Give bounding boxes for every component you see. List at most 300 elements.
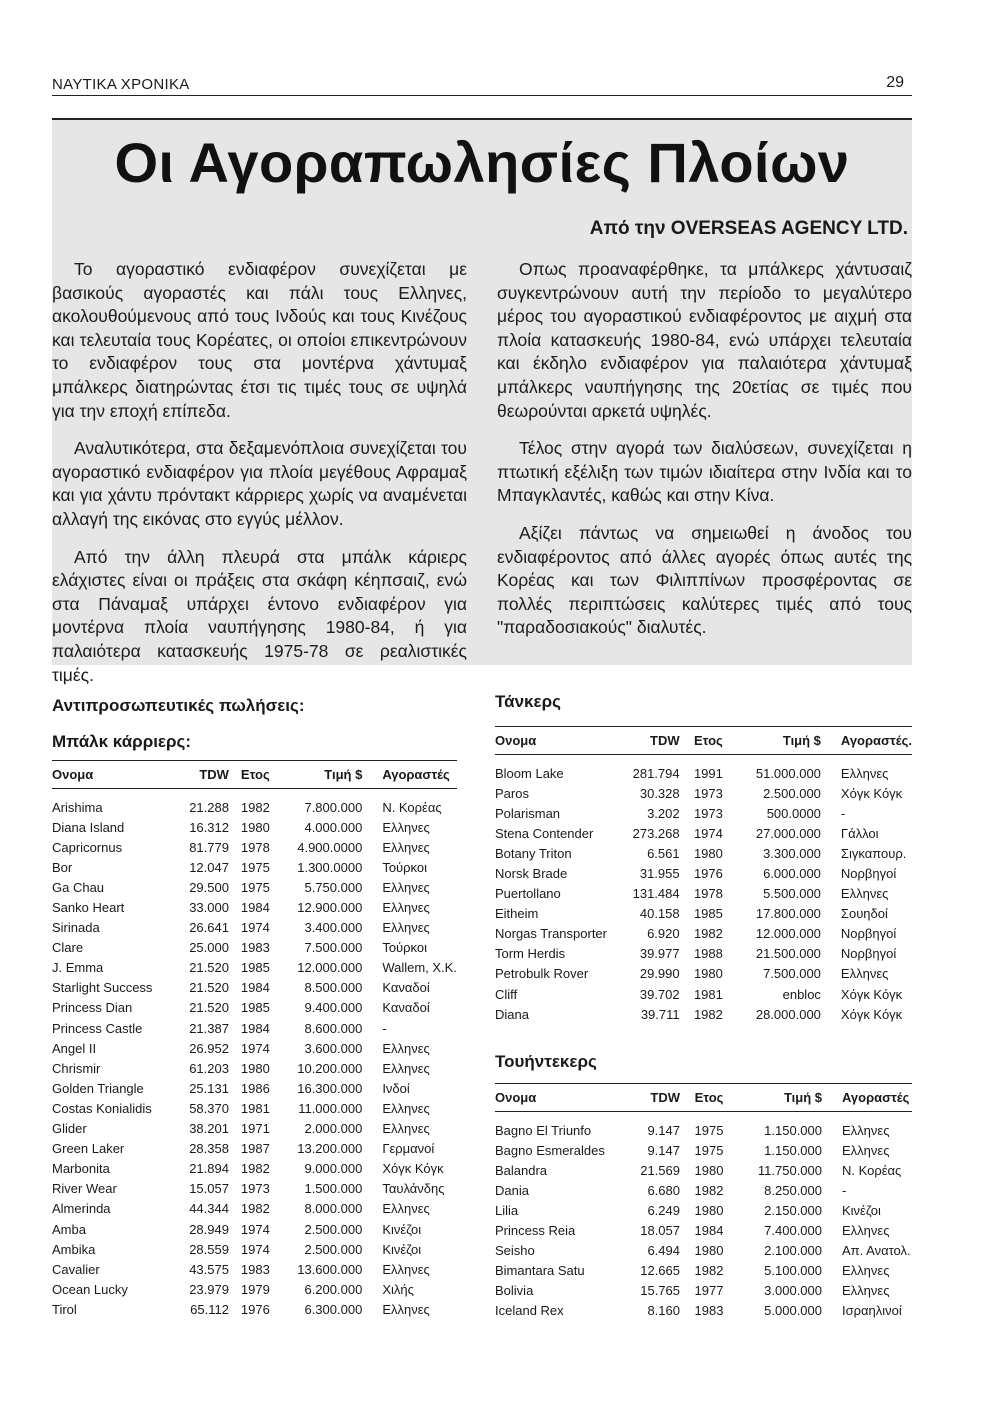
paragraph: Αξίζει πάντως να σημειωθεί η άνοδος του ενδιαφέροντος από άλλες αγορές όπως αυτές της Κορέας και των Φιλιππίνων προσφέροντας σε πολλές περιπτώσεις καλύτερες τιμές από τους "παραδοσιακούς" διαλυτές.	[497, 522, 912, 638]
table-cell: 1982	[693, 1006, 723, 1022]
column-header: Ετος	[680, 727, 738, 755]
table-cell: Ταυλάνδης	[382, 1181, 445, 1197]
table-row	[52, 897, 457, 917]
table-cell: Τούρκοι	[382, 940, 428, 956]
table-cell: 1985	[240, 1000, 270, 1016]
table-row	[495, 783, 912, 803]
table-cell: 11.750.000	[757, 1162, 822, 1178]
article-byline: Από την OVERSEAS AGENCY LTD.	[589, 218, 908, 239]
table-cell: 31.955	[639, 866, 680, 882]
table-cell: 4.000.000	[304, 819, 363, 835]
table-row	[495, 823, 912, 843]
table-cell: Κινέζοι	[842, 1202, 881, 1218]
table-cell: Angel II	[52, 1040, 97, 1056]
table-cell: 7.500.000	[763, 966, 821, 982]
table-cell: Sanko Heart	[52, 900, 125, 916]
table-row	[52, 1078, 457, 1098]
table-cell: 1985	[693, 906, 723, 922]
table-row	[495, 944, 912, 964]
table-cell: 28.559	[189, 1241, 229, 1257]
table-cell: Bimantara Satu	[495, 1263, 585, 1279]
table-cell: 28.358	[189, 1141, 229, 1157]
table-cell: 1980	[693, 966, 723, 982]
table-cell: Ελληνες	[840, 966, 889, 982]
tweendeckers-section-title: Τουήντεκερς	[495, 1052, 597, 1071]
table-cell: Ga Chau	[52, 879, 105, 895]
table-cell: 27.000.000	[755, 825, 821, 841]
table-cell: 1971	[240, 1121, 270, 1137]
article-column-left	[52, 258, 467, 701]
table-cell: 21.500.000	[755, 946, 821, 962]
sales-heading: Αντιπροσωπευτικές πωλήσεις:	[52, 696, 305, 715]
table-cell: 12.665	[640, 1263, 680, 1279]
table-cell: Sirinada	[52, 920, 100, 936]
table-cell: 61.203	[189, 1060, 229, 1076]
table-row	[52, 918, 457, 938]
table-row	[52, 837, 457, 857]
table-cell: 26.952	[189, 1040, 229, 1056]
table-cell: 1982	[694, 1182, 724, 1198]
tweendeckers-table	[495, 1083, 912, 1321]
table-cell: 1974	[693, 825, 723, 841]
table-cell: 1980	[694, 1243, 724, 1259]
table-row	[495, 843, 912, 863]
table-cell: 44.344	[189, 1201, 229, 1217]
table-cell: 16.312	[189, 819, 229, 835]
table-cell: Απ. Ανατολ.	[842, 1243, 911, 1259]
table-cell: Norsk Brade	[495, 866, 568, 882]
table-cell: Χιλής	[382, 1281, 414, 1297]
table-cell: Bagno El Triunfo	[495, 1122, 592, 1138]
table-cell: 12.000.000	[297, 960, 363, 976]
table-cell: Τούρκοι	[382, 859, 428, 875]
table-row	[495, 964, 912, 984]
table-cell: 1983	[694, 1303, 724, 1319]
column-header: Αγοραστές	[822, 1084, 912, 1112]
table-cell: Bor	[52, 859, 73, 875]
table-cell: 1982	[240, 1161, 270, 1177]
table-cell: Eitheim	[495, 906, 539, 922]
table-cell: Tirol	[52, 1301, 77, 1317]
table-cell: Marbonita	[52, 1161, 110, 1177]
table-row	[52, 1179, 457, 1199]
column-header: Τιμή $	[737, 727, 821, 755]
table-cell: Ελληνες	[382, 920, 430, 936]
table-cell: Ελληνες	[382, 1261, 430, 1277]
column-header: Αγοραστές	[362, 761, 457, 789]
table-cell: Cavalier	[52, 1261, 100, 1277]
table-cell: 33.000	[189, 900, 229, 916]
table-cell: 39.977	[639, 946, 680, 962]
column-header: Τιμή $	[282, 761, 363, 789]
table-cell: 6.680	[647, 1182, 680, 1198]
table-cell: 1973	[693, 785, 723, 801]
table-cell: 1982	[693, 926, 723, 942]
table-cell: 9.400.000	[304, 1000, 363, 1016]
table-cell: Cliff	[495, 986, 518, 1002]
table-cell: 6.561	[647, 845, 680, 861]
table-cell: Ν. Κορέας	[382, 799, 442, 815]
table-row	[52, 1139, 457, 1159]
table-cell: 4.900.0000	[297, 839, 363, 855]
table-cell: 12.900.000	[297, 900, 363, 916]
table-cell: 11.000.000	[298, 1100, 363, 1116]
table-cell: 6.494	[647, 1243, 680, 1259]
table-cell: 1.500.000	[304, 1181, 363, 1197]
table-cell: 1983	[240, 940, 270, 956]
table-cell: 8.500.000	[304, 980, 363, 996]
table-cell: 3.400.000	[304, 920, 363, 936]
table-cell: Σιγκαπουρ.	[840, 845, 907, 861]
table-cell: 3.300.000	[763, 845, 821, 861]
table-cell: Ελληνες	[382, 879, 430, 895]
table-cell: 1975	[694, 1142, 724, 1158]
table-row	[52, 958, 457, 978]
table-cell: Iceland Rex	[495, 1303, 564, 1319]
table-row	[52, 1199, 457, 1219]
table-row	[495, 803, 912, 823]
table-cell: 8.160	[647, 1303, 680, 1319]
table-cell: 12.000.000	[755, 926, 821, 942]
table-row	[52, 797, 457, 817]
column-header: TDW	[620, 1084, 680, 1112]
table-cell: 1978	[240, 839, 270, 855]
column-header: Ετος	[229, 761, 282, 789]
column-header: Τιμή $	[738, 1084, 822, 1112]
table-cell: 1979	[240, 1281, 270, 1297]
table-row	[52, 998, 457, 1018]
table-cell: Νορβηγοί	[840, 946, 897, 962]
table-row	[495, 1220, 912, 1240]
table-row	[52, 1038, 457, 1058]
table-cell: Ινδοί	[382, 1080, 410, 1096]
table-row	[495, 1241, 912, 1261]
table-cell: 16.300.000	[297, 1080, 363, 1096]
table-cell: Χόγκ Κόγκ	[840, 986, 903, 1002]
table-row	[52, 857, 457, 877]
table-cell: Almerinda	[52, 1201, 111, 1217]
table-cell: 13.200.000	[297, 1141, 363, 1157]
table-cell: Ελληνες	[382, 1201, 430, 1217]
table-cell: Amba	[52, 1221, 86, 1237]
table-cell: 2.000.000	[304, 1121, 363, 1137]
table-row	[495, 1200, 912, 1220]
table-cell: Capricornus	[52, 839, 123, 855]
table-cell: 81.779	[189, 839, 229, 855]
page-number: 29	[886, 74, 904, 91]
table-cell: 8.000.000	[304, 1201, 363, 1217]
table-row	[52, 1098, 457, 1118]
column-header: Αγοραστές.	[821, 727, 912, 755]
table-cell: 30.328	[639, 785, 680, 801]
table-cell: 1975	[240, 879, 270, 895]
table-cell: Γάλλοι	[840, 825, 879, 841]
table-cell: Σουηδοί	[840, 906, 888, 922]
table-cell: Ελληνες	[382, 819, 430, 835]
table-cell: 25.131	[189, 1080, 229, 1096]
table-cell: 8.600.000	[304, 1020, 363, 1036]
table-cell: Ν. Κορέας	[842, 1162, 902, 1178]
table-cell: Wallem, X.K.	[382, 960, 457, 976]
table-cell: Κινέζοι	[382, 1221, 422, 1237]
table-cell: Norgas Transporter	[495, 926, 607, 942]
table-cell: 1980	[240, 1060, 270, 1076]
table-row	[52, 1299, 457, 1319]
table-row	[495, 1301, 912, 1321]
table-cell: 1.150.000	[764, 1142, 822, 1158]
table-cell: Ελληνες	[842, 1223, 890, 1239]
table-row	[495, 984, 912, 1004]
column-header: Ονομα	[52, 761, 168, 789]
table-row	[52, 1279, 457, 1299]
table-row	[52, 1259, 457, 1279]
table-cell: 131.484	[632, 886, 680, 902]
table-cell: 28.000.000	[755, 1006, 821, 1022]
table-cell: Γερμανοί	[382, 1141, 435, 1157]
table-cell: 6.920	[647, 926, 680, 942]
table-cell: 1973	[693, 805, 723, 821]
table-cell: 1980	[694, 1162, 724, 1178]
table-cell: 3.000.000	[764, 1283, 822, 1299]
paragraph: Αναλυτικότερα, στα δεξαμενόπλοια συνεχίζεται του αγοραστικό ενδιαφέρον για πλοία μεγέθους Αφραμαξ και για χάντυ πρόντακτ κάρριερς χωρίς να αναμένεται αλλαγή της εικόνας στο εγγύς μέλλον.	[52, 438, 467, 529]
table-cell: Χόγκ Κόγκ	[382, 1161, 444, 1177]
table-row	[495, 1160, 912, 1180]
table-cell: 2.150.000	[764, 1202, 822, 1218]
table-cell: Polarisman	[495, 805, 561, 821]
table-cell: Χόγκ Κόγκ	[840, 1006, 903, 1022]
table-row	[52, 877, 457, 897]
table-cell: Princess Reia	[495, 1223, 576, 1239]
table-cell: 1982	[240, 1201, 270, 1217]
table-row	[52, 1058, 457, 1078]
table-cell: 1980	[694, 1202, 724, 1218]
table-cell: 1982	[694, 1263, 724, 1279]
table-cell: Starlight Success	[52, 980, 153, 996]
table-cell: Petrobulk Rover	[495, 966, 589, 982]
table-cell: 1981	[693, 986, 723, 1002]
table-cell: 58.370	[189, 1100, 229, 1116]
table-cell: Ελληνες	[842, 1283, 890, 1299]
table-cell: 29.500	[189, 879, 229, 895]
table-cell: Ελληνες	[382, 900, 430, 916]
table-cell: 1975	[694, 1122, 724, 1138]
table-row	[495, 1281, 912, 1301]
table-cell: 5.750.000	[304, 879, 363, 895]
paragraph: Τέλος στην αγορά των διαλύσεων, συνεχίζεται η πτωτική εξέλιξη των τιμών ιδιαίτερα στην Ινδία και το Μπαγκλαντές, καθώς και στην Κίνα.	[497, 438, 912, 506]
table-cell: Arishima	[52, 799, 103, 815]
column-header: Ονομα	[495, 1084, 620, 1112]
table-row	[495, 763, 912, 783]
table-cell: 5.500.000	[763, 886, 821, 902]
table-cell: Costas Konialidis	[52, 1100, 152, 1116]
table-cell: 23.979	[189, 1281, 229, 1297]
table-cell: 6.249	[647, 1202, 680, 1218]
table-cell: 7.500.000	[304, 940, 363, 956]
tankers-table	[495, 726, 912, 1024]
table-row	[52, 1239, 457, 1259]
table-cell: 38.201	[189, 1121, 229, 1137]
table-cell: Καναδοί	[382, 980, 430, 996]
table-cell: enbloc	[782, 986, 821, 1002]
table-cell: Chrismir	[52, 1060, 101, 1076]
table-cell: 1984	[240, 900, 270, 916]
table-cell: Ελληνες	[382, 1121, 430, 1137]
table-cell: 10.200.000	[297, 1060, 363, 1076]
table-cell: River Wear	[52, 1181, 117, 1197]
table-cell: 5.100.000	[764, 1263, 822, 1279]
table-row	[52, 978, 457, 998]
table-cell: 1984	[240, 1020, 270, 1036]
table-cell: Princess Castle	[52, 1020, 143, 1036]
column-header: Ετος	[680, 1084, 738, 1112]
header-rule	[52, 95, 912, 96]
table-cell: 1980	[693, 845, 723, 861]
table-cell: 1973	[240, 1181, 270, 1197]
table-cell: 5.000.000	[764, 1303, 822, 1319]
table-cell: J. Emma	[52, 960, 104, 976]
table-cell: 3.600.000	[304, 1040, 363, 1056]
table-cell: 26.641	[189, 920, 229, 936]
table-cell: 15.765	[640, 1283, 680, 1299]
table-cell: 9.147	[647, 1122, 680, 1138]
table-cell: Ελληνες	[382, 1301, 430, 1317]
table-cell: 1984	[240, 980, 270, 996]
table-cell: Ocean Lucky	[52, 1281, 128, 1297]
table-cell: 1986	[240, 1080, 270, 1096]
table-cell: Ισραηλινοί	[842, 1303, 902, 1319]
bulk-section-title: Μπάλκ κάρριερς:	[52, 732, 192, 751]
table-cell: 43.575	[189, 1261, 229, 1277]
table-row	[52, 1119, 457, 1139]
table-cell: Ελληνες	[842, 1263, 890, 1279]
bulk-carriers-table	[52, 760, 457, 1319]
table-cell: Ελληνες	[840, 886, 889, 902]
table-cell: Golden Triangle	[52, 1080, 144, 1096]
table-row	[495, 1120, 912, 1140]
table-cell: 3.202	[647, 805, 680, 821]
table-cell: Torm Herdis	[495, 946, 566, 962]
table-cell: 1.150.000	[764, 1122, 822, 1138]
table-row	[52, 817, 457, 837]
table-cell: 1974	[240, 920, 270, 936]
table-cell: 1977	[694, 1283, 724, 1299]
table-cell: Lilia	[495, 1202, 519, 1218]
table-row	[495, 924, 912, 944]
table-cell: Bagno Esmeraldes	[495, 1142, 605, 1158]
table-cell: 1988	[693, 946, 723, 962]
table-cell: 2.500.000	[304, 1241, 363, 1257]
column-header: Ονομα	[495, 727, 620, 755]
table-cell: Princess Dian	[52, 1000, 133, 1016]
table-cell: Diana Island	[52, 819, 125, 835]
table-cell: Bloom Lake	[495, 765, 564, 781]
table-cell: 2.100.000	[764, 1243, 822, 1259]
article-title: Οι Αγοραπωλησίες Πλοίων	[114, 131, 850, 194]
table-cell: Νορβηγοί	[840, 926, 897, 942]
table-cell: 21.520	[189, 1000, 229, 1016]
table-cell: Stena Contender	[495, 825, 594, 841]
column-header: TDW	[168, 761, 228, 789]
table-cell: 65.112	[190, 1301, 229, 1317]
table-row	[495, 1004, 912, 1024]
table-cell: 39.702	[639, 986, 680, 1002]
table-cell: Bolivia	[495, 1283, 534, 1299]
table-row	[495, 1261, 912, 1281]
table-cell: 9.147	[647, 1142, 680, 1158]
table-cell: 28.949	[189, 1221, 229, 1237]
table-cell: -	[842, 1182, 847, 1198]
table-row	[52, 1219, 457, 1239]
table-cell: Puertollano	[495, 886, 561, 902]
table-cell: 21.520	[189, 980, 229, 996]
table-row	[495, 904, 912, 924]
table-row	[495, 863, 912, 883]
magazine-name: ΝΑΥΤΙΚΑ ΧΡΟΝΙΚΑ	[52, 76, 190, 93]
table-cell: 17.800.000	[755, 906, 821, 922]
table-cell: 7.400.000	[764, 1223, 822, 1239]
table-cell: 8.250.000	[764, 1182, 822, 1198]
table-cell: Καναδοί	[382, 1000, 430, 1016]
table-cell: Ελληνες	[382, 1060, 430, 1076]
table-header-row	[495, 727, 912, 755]
paragraph: Από την άλλη πλευρά στα μπάλκ κάριερς ελάχιστες είναι οι πράξεις στα σκάφη κέηπσαιζ, ενώ στα Πάναμαξ υπάρχει έντονο ενδιαφέρον για μοντέρνα πλοία ναυπήγησης 1980-84, ή για παλαιότερα κατασκευής 1975-78 σε ρεαλιστικές τιμές.	[52, 546, 467, 685]
table-cell: Ambika	[52, 1241, 96, 1257]
table-cell: Νορβηγοί	[840, 866, 897, 882]
table-cell: 21.288	[189, 799, 229, 815]
table-row	[52, 1018, 457, 1038]
table-cell: 6.200.000	[304, 1281, 363, 1297]
table-cell: 1983	[240, 1261, 270, 1277]
table-cell: 6.300.000	[304, 1301, 363, 1317]
table-cell: Dania	[495, 1182, 529, 1198]
table-cell: 51.000.000	[755, 765, 821, 781]
table-header-row	[495, 1084, 912, 1112]
table-cell: Κινέζοι	[382, 1241, 422, 1257]
table-cell: 1978	[693, 886, 723, 902]
table-cell: Balandra	[495, 1162, 548, 1178]
running-header	[52, 74, 912, 96]
table-cell: Ελληνες	[842, 1122, 890, 1138]
table-cell: 15.057	[189, 1181, 229, 1197]
table-header-row	[52, 761, 457, 789]
table-cell: 18.057	[640, 1223, 680, 1239]
table-cell: 21.894	[189, 1161, 229, 1177]
paragraph: Οπως προαναφέρθηκε, τα μπάλκερς χάντυσαιζ συγκεντρώνουν αυτή την περίοδο το μεγαλύτερο μέρος του αγοραστικού ενδιαφέροντος με αιχμή στα πλοία κατασκευής 1980-84, ενώ υπάρχει τελευταία και έκδηλο ενδιαφέρον για παλαιότερα χάντυμαξ μπάλκερς ναυπήγησης της 20ετίας σε τιμές που θεωρούνται αρκετά υψηλές.	[497, 259, 912, 421]
table-cell: 1981	[240, 1100, 270, 1116]
tankers-section-title: Τάνκερς	[495, 692, 561, 711]
table-cell: Green Laker	[52, 1141, 125, 1157]
table-cell: 6.000.000	[763, 866, 821, 882]
table-cell: 273.268	[632, 825, 680, 841]
table-cell: Botany Triton	[495, 845, 572, 861]
table-cell: 1.300.0000	[297, 859, 363, 875]
table-cell: 29.990	[639, 966, 680, 982]
table-cell: 500.0000	[766, 805, 821, 821]
table-cell: 1976	[240, 1301, 270, 1317]
column-header: TDW	[620, 727, 680, 755]
table-cell: 7.800.000	[304, 799, 363, 815]
table-row	[495, 1180, 912, 1200]
table-cell: 21.520	[189, 960, 229, 976]
table-cell: 9.000.000	[304, 1161, 363, 1177]
table-cell: 1975	[240, 859, 270, 875]
table-cell: Ελληνες	[382, 1100, 430, 1116]
table-row	[495, 1140, 912, 1160]
table-cell: Ελληνες	[382, 1040, 430, 1056]
table-row	[52, 1159, 457, 1179]
table-cell: Diana	[495, 1006, 529, 1022]
table-cell: Ελληνες	[382, 839, 430, 855]
